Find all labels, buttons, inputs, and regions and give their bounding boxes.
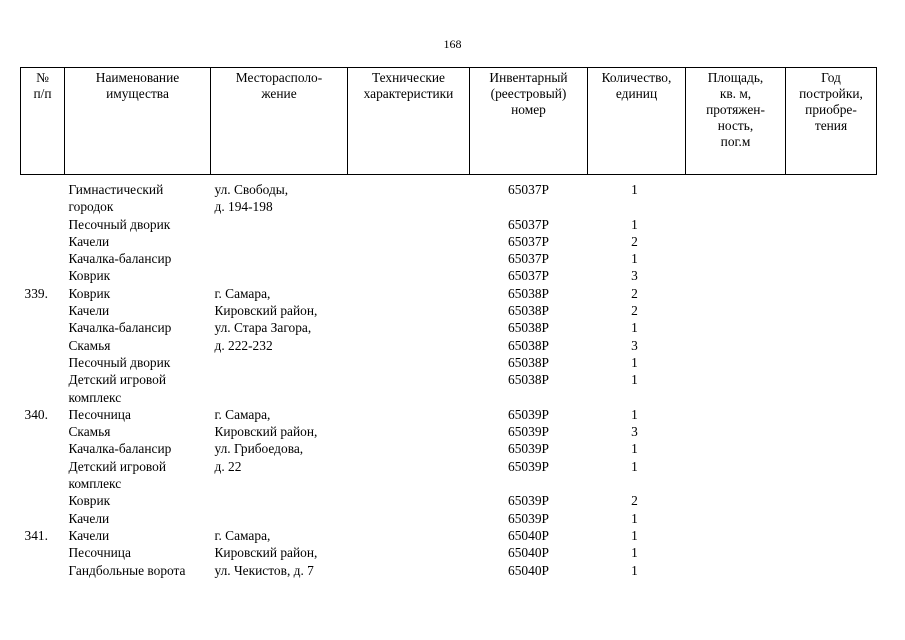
cell-year: [786, 302, 877, 319]
cell-name: Скамья: [68, 337, 111, 353]
cell-name: Гандбольные ворота: [68, 562, 186, 578]
cell-name: Песочный дворик: [68, 216, 171, 232]
cell-tech: [348, 527, 470, 544]
cell-location: ул. Свободы, д. 194-198: [214, 182, 289, 215]
cell-location: Кировский район,: [214, 303, 318, 319]
cell-number: 341.: [24, 527, 48, 543]
table-row: [21, 175, 877, 216]
cell-tech: [348, 544, 470, 561]
cell-area: [686, 175, 786, 216]
property-table: [20, 67, 877, 579]
cell-quantity: 1: [631, 372, 638, 388]
table-row: [21, 406, 877, 423]
cell-inventory: 65038Р: [508, 285, 549, 301]
cell-number: [21, 544, 65, 561]
cell-inventory: 65037Р: [508, 233, 549, 249]
cell-inventory: 65038Р: [508, 303, 549, 319]
cell-location: г. Самара,: [214, 527, 271, 543]
table-row: [21, 562, 877, 579]
cell-number: [21, 319, 65, 336]
cell-year: [786, 440, 877, 457]
cell-number: [21, 440, 65, 457]
cell-inventory: 65038Р: [508, 337, 549, 353]
cell-quantity: 3: [631, 268, 638, 284]
cell-tech: [348, 250, 470, 267]
cell-area: [686, 440, 786, 457]
cell-area: [686, 371, 786, 406]
cell-tech: [348, 492, 470, 509]
cell-number: [21, 233, 65, 250]
cell-location: [211, 492, 348, 509]
cell-year: [786, 267, 877, 284]
cell-inventory: 65039Р: [508, 424, 549, 440]
cell-tech: [348, 285, 470, 302]
cell-area: [686, 458, 786, 493]
cell-number: [21, 562, 65, 579]
cell-year: [786, 354, 877, 371]
table-row: [21, 371, 877, 406]
cell-quantity: 1: [631, 354, 638, 370]
cell-inventory: 65037Р: [508, 182, 549, 197]
header-inventory: Инвентарный (реестровый) номер: [470, 68, 588, 175]
table-row: [21, 233, 877, 250]
cell-area: [686, 337, 786, 354]
cell-location: [211, 216, 348, 233]
table-row: [21, 510, 877, 527]
cell-quantity: 3: [631, 424, 638, 440]
cell-name: Детский игровой комплекс: [68, 372, 167, 405]
cell-location: г. Самара,: [214, 285, 271, 301]
header-year: Год постройки, приобре- тения: [786, 68, 877, 175]
cell-year: [786, 337, 877, 354]
table-row: [21, 250, 877, 267]
cell-name: Качели: [68, 303, 110, 319]
cell-name: Скамья: [68, 424, 111, 440]
table-row: [21, 302, 877, 319]
cell-name: Коврик: [68, 493, 111, 509]
cell-tech: [348, 458, 470, 493]
cell-quantity: 2: [631, 303, 638, 319]
cell-inventory: 65038Р: [508, 354, 549, 370]
cell-location: [211, 267, 348, 284]
cell-location: ул. Грибоедова,: [214, 441, 304, 457]
cell-location: Кировский район,: [214, 545, 318, 561]
cell-number: [21, 302, 65, 319]
cell-name: Песочный дворик: [68, 354, 171, 370]
cell-name: Коврик: [68, 285, 111, 301]
table-row: [21, 527, 877, 544]
cell-name: Коврик: [68, 268, 111, 284]
cell-tech: [348, 423, 470, 440]
cell-area: [686, 423, 786, 440]
cell-quantity: 1: [631, 545, 638, 561]
table-row: [21, 267, 877, 284]
cell-location: д. 222-232: [214, 337, 273, 353]
cell-area: [686, 492, 786, 509]
cell-tech: [348, 562, 470, 579]
cell-tech: [348, 302, 470, 319]
cell-quantity: 2: [631, 285, 638, 301]
cell-inventory: 65039Р: [508, 406, 549, 422]
cell-inventory: 65038Р: [508, 320, 549, 336]
cell-location: [211, 371, 348, 406]
cell-quantity: 1: [631, 320, 638, 336]
cell-tech: [348, 354, 470, 371]
cell-name: Качалка-балансир: [68, 251, 172, 267]
cell-number: 339.: [24, 285, 48, 301]
table-row: [21, 216, 877, 233]
cell-number: 340.: [24, 406, 48, 422]
cell-year: [786, 285, 877, 302]
cell-tech: [348, 175, 470, 216]
cell-year: [786, 458, 877, 493]
header-row: [21, 68, 877, 175]
cell-inventory: 65039Р: [508, 458, 549, 474]
table-row: [21, 319, 877, 336]
cell-name: Гимнастический городок: [68, 182, 164, 215]
cell-location: [211, 250, 348, 267]
cell-location: ул. Чекистов, д. 7: [214, 562, 314, 578]
table-body: [21, 175, 877, 579]
table-row: [21, 440, 877, 457]
cell-area: [686, 216, 786, 233]
cell-quantity: 1: [631, 251, 638, 267]
cell-inventory: 65039Р: [508, 493, 549, 509]
cell-area: [686, 233, 786, 250]
cell-name: Качалка-балансир: [68, 441, 172, 457]
table-row: [21, 354, 877, 371]
cell-name: Качели: [68, 510, 110, 526]
table-row: [21, 492, 877, 509]
cell-number: [21, 354, 65, 371]
cell-number: [21, 267, 65, 284]
cell-location: ул. Стара Загора,: [214, 320, 312, 336]
cell-inventory: 65038Р: [508, 372, 549, 388]
cell-tech: [348, 510, 470, 527]
cell-area: [686, 510, 786, 527]
cell-number: [21, 371, 65, 406]
cell-quantity: 1: [631, 406, 638, 422]
cell-tech: [348, 216, 470, 233]
cell-number: [21, 423, 65, 440]
cell-quantity: 3: [631, 337, 638, 353]
cell-area: [686, 544, 786, 561]
cell-inventory: 65040Р: [508, 562, 549, 578]
cell-quantity: 1: [631, 182, 638, 197]
cell-number: [21, 250, 65, 267]
header-tech: Технические характеристики: [348, 68, 470, 175]
cell-year: [786, 319, 877, 336]
cell-area: [686, 406, 786, 423]
cell-quantity: 2: [631, 233, 638, 249]
cell-tech: [348, 371, 470, 406]
cell-inventory: 65037Р: [508, 216, 549, 232]
cell-year: [786, 216, 877, 233]
header-name: Наименование имущества: [65, 68, 211, 175]
cell-year: [786, 406, 877, 423]
header-location: Месторасполо- жение: [211, 68, 348, 175]
cell-area: [686, 527, 786, 544]
cell-quantity: 1: [631, 441, 638, 457]
cell-tech: [348, 233, 470, 250]
cell-quantity: 1: [631, 510, 638, 526]
table-row: [21, 285, 877, 302]
cell-year: [786, 371, 877, 406]
cell-quantity: 2: [631, 493, 638, 509]
cell-area: [686, 562, 786, 579]
page-number: 168: [443, 37, 462, 51]
cell-inventory: 65037Р: [508, 268, 549, 284]
cell-year: [786, 527, 877, 544]
cell-tech: [348, 406, 470, 423]
cell-name: Песочница: [68, 406, 131, 422]
cell-inventory: 65040Р: [508, 545, 549, 561]
cell-year: [786, 423, 877, 440]
cell-area: [686, 354, 786, 371]
cell-area: [686, 285, 786, 302]
cell-location: [211, 354, 348, 371]
cell-number: [21, 492, 65, 509]
cell-number: [21, 175, 65, 216]
cell-area: [686, 250, 786, 267]
table-row: [21, 458, 877, 493]
cell-inventory: 65037Р: [508, 251, 549, 267]
cell-year: [786, 544, 877, 561]
cell-tech: [348, 267, 470, 284]
cell-year: [786, 492, 877, 509]
cell-location: [211, 233, 348, 250]
cell-inventory: 65039Р: [508, 510, 549, 526]
cell-name: Качалка-балансир: [68, 320, 172, 336]
cell-number: [21, 510, 65, 527]
cell-tech: [348, 440, 470, 457]
table-row: [21, 544, 877, 561]
cell-inventory: 65039Р: [508, 441, 549, 457]
cell-location: г. Самара,: [214, 406, 271, 422]
cell-name: Детский игровой комплекс: [68, 458, 167, 492]
cell-year: [786, 233, 877, 250]
cell-quantity: 1: [631, 527, 638, 543]
header-area: Площадь, кв. м, протяжен- ность, пог.м: [686, 68, 786, 175]
cell-quantity: 1: [631, 562, 638, 578]
cell-name: Качели: [68, 233, 110, 249]
cell-tech: [348, 337, 470, 354]
table-row: [21, 337, 877, 354]
cell-quantity: 1: [631, 216, 638, 232]
cell-location: Кировский район,: [214, 424, 318, 440]
cell-area: [686, 302, 786, 319]
cell-location: [211, 510, 348, 527]
cell-year: [786, 562, 877, 579]
cell-number: [21, 458, 65, 493]
header-number: № п/п: [21, 68, 65, 175]
cell-area: [686, 319, 786, 336]
cell-number: [21, 216, 65, 233]
cell-name: Качели: [68, 527, 110, 543]
cell-tech: [348, 319, 470, 336]
table-header: [21, 68, 877, 175]
cell-name: Песочница: [68, 545, 131, 561]
cell-year: [786, 510, 877, 527]
cell-year: [786, 250, 877, 267]
cell-year: [786, 175, 877, 216]
cell-location: д. 22: [214, 458, 242, 474]
cell-area: [686, 267, 786, 284]
cell-quantity: 1: [631, 458, 638, 474]
cell-number: [21, 337, 65, 354]
header-quantity: Количество, единиц: [588, 68, 686, 175]
cell-inventory: 65040Р: [508, 527, 549, 543]
table-row: [21, 423, 877, 440]
